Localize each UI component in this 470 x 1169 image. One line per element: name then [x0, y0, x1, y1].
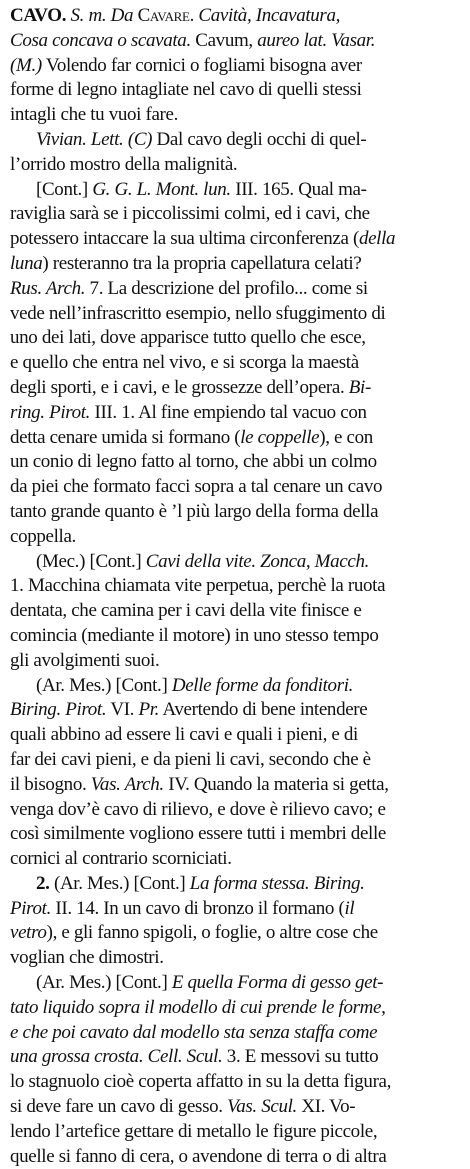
text-line: [10, 401, 460, 426]
text-span: lo stagnuolo cioè coperta affatto in su la detta figura,: [10, 1071, 392, 1093]
text-line: [10, 996, 460, 1021]
text-span: vetro: [10, 922, 47, 944]
text-line: [10, 748, 460, 773]
text-span: potessero intaccare la sua ultima circonferenza (: [10, 228, 359, 250]
text-span: tanto grande quanto è ’l più largo della forma della: [10, 500, 379, 522]
text-line: [10, 103, 460, 128]
text-line: [10, 227, 460, 252]
text-span: XI. Vo-: [296, 1096, 356, 1118]
text-span: voglian che dimostri.: [10, 947, 164, 969]
text-span: intagli che tu vuoi fare.: [10, 104, 178, 126]
text-span: 2.: [36, 872, 50, 894]
text-span: coppella.: [10, 525, 76, 547]
text-span: S. m. Da: [70, 5, 138, 26]
text-span: (Mec.) [Cont.]: [36, 550, 146, 572]
text-line: [10, 29, 460, 54]
text-span: dentata, che camina per i cavi della vite finisce e: [10, 600, 362, 622]
text-span: 1. Macchina chiamata vite perpetua, perchè la ruota: [10, 575, 386, 597]
text-line: [10, 78, 460, 103]
text-span: raviglia sarà se i piccolissimi colmi, ed i cavi, che: [10, 203, 370, 225]
dictionary-entry-cavo: [10, 4, 460, 1169]
text-span: Volendo far cornici o fogliami bisogna aver: [41, 54, 362, 76]
text-line: [10, 1021, 460, 1046]
text-span: l’orrido mostro della malignità.: [10, 153, 238, 175]
text-span: Bi-: [348, 376, 371, 398]
text-line: [10, 351, 460, 376]
text-span: III. 1. Al fine empiendo tal vacuo con: [90, 401, 367, 423]
text-span: (M.): [10, 54, 42, 76]
text-line: [10, 277, 460, 302]
text-span: Cavum,: [190, 29, 258, 51]
text-line: [10, 872, 460, 897]
text-line: [10, 4, 460, 29]
text-span: Cavi della vite. Zonca, Macch.: [145, 550, 370, 572]
text-span: Vas. Scul.: [227, 1096, 297, 1118]
text-span: III. 165. Qual ma-: [230, 178, 367, 200]
text-span: Cavità, Incavatura,: [198, 5, 341, 26]
text-span: 7. La descrizione del profilo... come si: [85, 277, 368, 299]
text-span: luna: [10, 252, 43, 274]
text-span: quali abbino ad essere li cavi e quali i pieni, e di: [10, 724, 358, 746]
text-line: [10, 525, 460, 550]
text-span: cornici al contrario scorniciati.: [10, 848, 232, 870]
text-span: così similmente vogliono essere tutti i membri delle: [10, 823, 386, 845]
text-span: Cosa concava o scavata.: [10, 29, 191, 51]
text-span: ) resteranno tra la propria capellatura celati?: [42, 252, 362, 274]
text-span: detta cenare umida si formano (: [10, 426, 241, 448]
text-line: [10, 202, 460, 227]
text-line: [10, 326, 460, 351]
text-span: si deve fare un cavo di gesso.: [10, 1096, 228, 1118]
text-line: [10, 1120, 460, 1145]
text-span: e che poi cavato dal modello sta senza staffa come: [10, 1021, 378, 1043]
text-span: .: [189, 5, 199, 26]
text-span: Avertendo di bene intendere: [159, 699, 368, 721]
text-line: [10, 376, 460, 401]
text-span: IV. Quando la materia si getta,: [163, 773, 389, 795]
text-span: ), e gli fanno spigoli, o foglie, o altre cose che: [46, 922, 378, 944]
text-span: e quello che entra nel vivo, e si scorga la maestà: [10, 352, 359, 374]
text-span: Delle forme da fonditori.: [171, 674, 354, 696]
text-line: [10, 426, 460, 451]
text-span: E quella Forma di gesso get-: [171, 972, 384, 994]
text-line: [10, 847, 460, 872]
text-line: [10, 252, 460, 277]
text-line: [10, 674, 460, 699]
text-span: le coppelle: [240, 426, 320, 448]
text-line: [10, 649, 460, 674]
text-span: ), e con: [319, 426, 373, 448]
text-span: Dal cavo degli occhi di quel-: [152, 128, 367, 150]
text-span: lendo l’artefice gettare di metallo le figure piccole,: [10, 1120, 378, 1142]
text-span: tato liquido sopra il modello di cui prende le forme,: [10, 996, 386, 1018]
text-span: 3. E messovi su tutto: [222, 1046, 379, 1068]
text-span: degli sporti, e i cavi, e le grossezze dell’opera.: [10, 376, 349, 398]
text-span: Vas. Arch.: [90, 773, 164, 795]
text-line: [10, 822, 460, 847]
text-line: [10, 54, 460, 79]
text-span: da piei che formato facci sopra a tal cenare un cavo: [10, 476, 383, 498]
text-line: [10, 773, 460, 798]
text-span: uno dei lati, dove apparisce tutto quello che esce,: [10, 327, 366, 349]
text-span: Rus. Arch.: [10, 277, 86, 299]
text-span: un conio di legno fatto al torno, che abbi un colmo: [10, 451, 377, 473]
text-span: il: [344, 897, 355, 919]
text-span: vede nell’infrascritto esempio, nello sfuggimento di: [10, 302, 386, 324]
text-line: [10, 723, 460, 748]
text-line: [10, 599, 460, 624]
text-span: G. G. L. Mont. lun.: [92, 178, 231, 200]
text-span: (Ar. Mes.) [Cont.]: [36, 972, 172, 994]
text-line: [10, 946, 460, 971]
text-line: [10, 971, 460, 996]
text-span: VI.: [106, 699, 139, 721]
text-line: [10, 475, 460, 500]
text-span: II. 14. In un cavo di bronzo il formano (: [51, 897, 345, 919]
text-span: (Ar. Mes.) [Cont.]: [36, 674, 172, 696]
text-span: Biring. Pirot.: [10, 699, 107, 721]
text-span: forme di legno intagliate nel cavo di quelli stessi: [10, 79, 362, 101]
text-span: (C): [127, 128, 153, 150]
text-line: [10, 1145, 460, 1169]
text-line: [10, 128, 460, 153]
text-line: [10, 921, 460, 946]
text-span: Cavare: [137, 5, 190, 26]
text-line: [10, 450, 460, 475]
text-line: [10, 1070, 460, 1095]
text-span: quelle si fanno di cera, o avendone di terra o di altra: [10, 1145, 387, 1167]
text-span: far dei cavi pieni, e da pieni li cavi, secondo che è: [10, 748, 371, 770]
text-span: [Cont.]: [36, 178, 93, 200]
text-line: [10, 178, 460, 203]
text-span: una grossa crosta. Cell. Scul.: [10, 1046, 223, 1068]
text-span: (Ar. Mes.) [Cont.]: [49, 872, 190, 894]
text-span: CAVO.: [10, 5, 67, 26]
text-line: [10, 798, 460, 823]
text-line: [10, 550, 460, 575]
text-line: [10, 897, 460, 922]
text-span: gli avolgimenti suoi.: [10, 649, 160, 671]
text-span: Pirot.: [10, 897, 52, 919]
text-span: comincia (mediante il motore) in uno stesso tempo: [10, 624, 379, 646]
text-line: [10, 500, 460, 525]
text-span: della: [358, 228, 396, 250]
text-span: ring. Pirot.: [10, 401, 91, 423]
text-line: [10, 1095, 460, 1120]
text-span: venga dov’è cavo di rilievo, e dove è rilievo cavo; e: [10, 798, 386, 820]
text-line: [10, 302, 460, 327]
text-line: [10, 153, 460, 178]
text-line: [10, 624, 460, 649]
text-line: [10, 698, 460, 723]
text-span: Pr.: [138, 699, 160, 721]
text-span: Vivian. Lett.: [36, 128, 124, 150]
text-line: [10, 1045, 460, 1070]
text-line: [10, 574, 460, 599]
text-span: aureo lat. Vasar.: [257, 29, 376, 51]
text-span: il bisogno.: [10, 773, 91, 795]
text-span: La forma stessa. Biring.: [189, 872, 365, 894]
